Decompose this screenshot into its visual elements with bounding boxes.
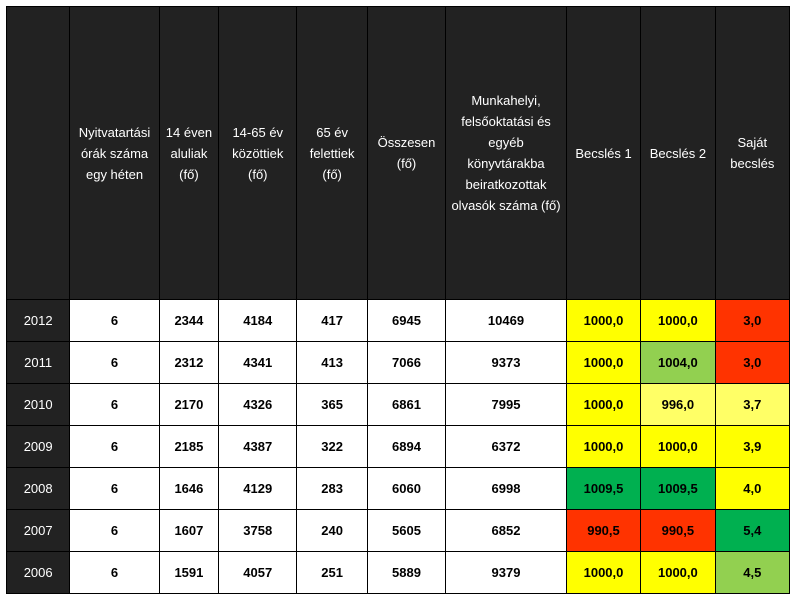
- cell-over-65: 251: [297, 552, 367, 594]
- cell-own-estimate: 3,7: [715, 384, 789, 426]
- cell-opening-hours: 6: [70, 426, 159, 468]
- row-year: 2007: [7, 510, 70, 552]
- cell-opening-hours: 6: [70, 468, 159, 510]
- cell-total: 6060: [367, 468, 445, 510]
- cell-estimate-2: 1000,0: [641, 300, 715, 342]
- header-registered-readers: Munkahelyi, felsőoktatási és egyéb könyvtárakba beiratkozottak olvasók száma (fő): [446, 7, 567, 300]
- header-row: [7, 7, 790, 300]
- cell-estimate-1: 1000,0: [566, 300, 640, 342]
- cell-under-14: 1591: [159, 552, 218, 594]
- table-row: [7, 426, 790, 468]
- cell-estimate-1: 1000,0: [566, 426, 640, 468]
- cell-registered-readers: 6372: [446, 426, 567, 468]
- cell-estimate-2: 996,0: [641, 384, 715, 426]
- cell-under-14: 2344: [159, 300, 218, 342]
- table-row: [7, 552, 790, 594]
- cell-total: 5605: [367, 510, 445, 552]
- library-statistics-table: [6, 6, 790, 594]
- row-year: 2012: [7, 300, 70, 342]
- cell-estimate-2: 1000,0: [641, 426, 715, 468]
- header-total: Összesen (fő): [367, 7, 445, 300]
- header-opening-hours: Nyitvatartási órák száma egy héten: [70, 7, 159, 300]
- header-own-estimate: Saját becslés: [715, 7, 789, 300]
- cell-14-65: 3758: [219, 510, 297, 552]
- cell-total: 5889: [367, 552, 445, 594]
- cell-own-estimate: 3,9: [715, 426, 789, 468]
- table-row: [7, 468, 790, 510]
- cell-opening-hours: 6: [70, 342, 159, 384]
- cell-over-65: 283: [297, 468, 367, 510]
- cell-14-65: 4129: [219, 468, 297, 510]
- cell-total: 6894: [367, 426, 445, 468]
- cell-estimate-1: 1000,0: [566, 384, 640, 426]
- cell-over-65: 413: [297, 342, 367, 384]
- cell-total: 6861: [367, 384, 445, 426]
- cell-estimate-2: 1009,5: [641, 468, 715, 510]
- cell-own-estimate: 3,0: [715, 342, 789, 384]
- cell-estimate-1: 1000,0: [566, 552, 640, 594]
- cell-under-14: 1646: [159, 468, 218, 510]
- cell-registered-readers: 10469: [446, 300, 567, 342]
- cell-own-estimate: 5,4: [715, 510, 789, 552]
- cell-under-14: 1607: [159, 510, 218, 552]
- cell-over-65: 417: [297, 300, 367, 342]
- cell-opening-hours: 6: [70, 510, 159, 552]
- table-row: [7, 300, 790, 342]
- cell-under-14: 2170: [159, 384, 218, 426]
- row-year: 2008: [7, 468, 70, 510]
- cell-own-estimate: 4,0: [715, 468, 789, 510]
- cell-under-14: 2312: [159, 342, 218, 384]
- cell-own-estimate: 4,5: [715, 552, 789, 594]
- row-year: 2009: [7, 426, 70, 468]
- header-estimate-2: Becslés 2: [641, 7, 715, 300]
- row-year: 2006: [7, 552, 70, 594]
- row-year: 2011: [7, 342, 70, 384]
- header-14-65: 14-65 év közöttiek (fő): [219, 7, 297, 300]
- cell-over-65: 322: [297, 426, 367, 468]
- header-estimate-1: Becslés 1: [566, 7, 640, 300]
- cell-estimate-2: 1000,0: [641, 552, 715, 594]
- cell-under-14: 2185: [159, 426, 218, 468]
- cell-own-estimate: 3,0: [715, 300, 789, 342]
- cell-estimate-1: 1000,0: [566, 342, 640, 384]
- cell-opening-hours: 6: [70, 552, 159, 594]
- cell-estimate-2: 1004,0: [641, 342, 715, 384]
- cell-registered-readers: 9373: [446, 342, 567, 384]
- cell-registered-readers: 6852: [446, 510, 567, 552]
- cell-14-65: 4341: [219, 342, 297, 384]
- cell-registered-readers: 7995: [446, 384, 567, 426]
- cell-14-65: 4057: [219, 552, 297, 594]
- cell-opening-hours: 6: [70, 300, 159, 342]
- cell-registered-readers: 6998: [446, 468, 567, 510]
- header-under-14: 14 éven aluliak (fő): [159, 7, 218, 300]
- row-year: 2010: [7, 384, 70, 426]
- cell-over-65: 240: [297, 510, 367, 552]
- cell-estimate-2: 990,5: [641, 510, 715, 552]
- cell-over-65: 365: [297, 384, 367, 426]
- table-row: [7, 342, 790, 384]
- cell-estimate-1: 990,5: [566, 510, 640, 552]
- cell-estimate-1: 1009,5: [566, 468, 640, 510]
- table-row: [7, 384, 790, 426]
- cell-14-65: 4326: [219, 384, 297, 426]
- cell-14-65: 4184: [219, 300, 297, 342]
- cell-opening-hours: 6: [70, 384, 159, 426]
- cell-total: 6945: [367, 300, 445, 342]
- header-year: [7, 7, 70, 300]
- cell-total: 7066: [367, 342, 445, 384]
- cell-14-65: 4387: [219, 426, 297, 468]
- table-header: [7, 7, 790, 300]
- header-over-65: 65 év felettiek (fő): [297, 7, 367, 300]
- cell-registered-readers: 9379: [446, 552, 567, 594]
- table-row: [7, 510, 790, 552]
- table-body: [7, 300, 790, 594]
